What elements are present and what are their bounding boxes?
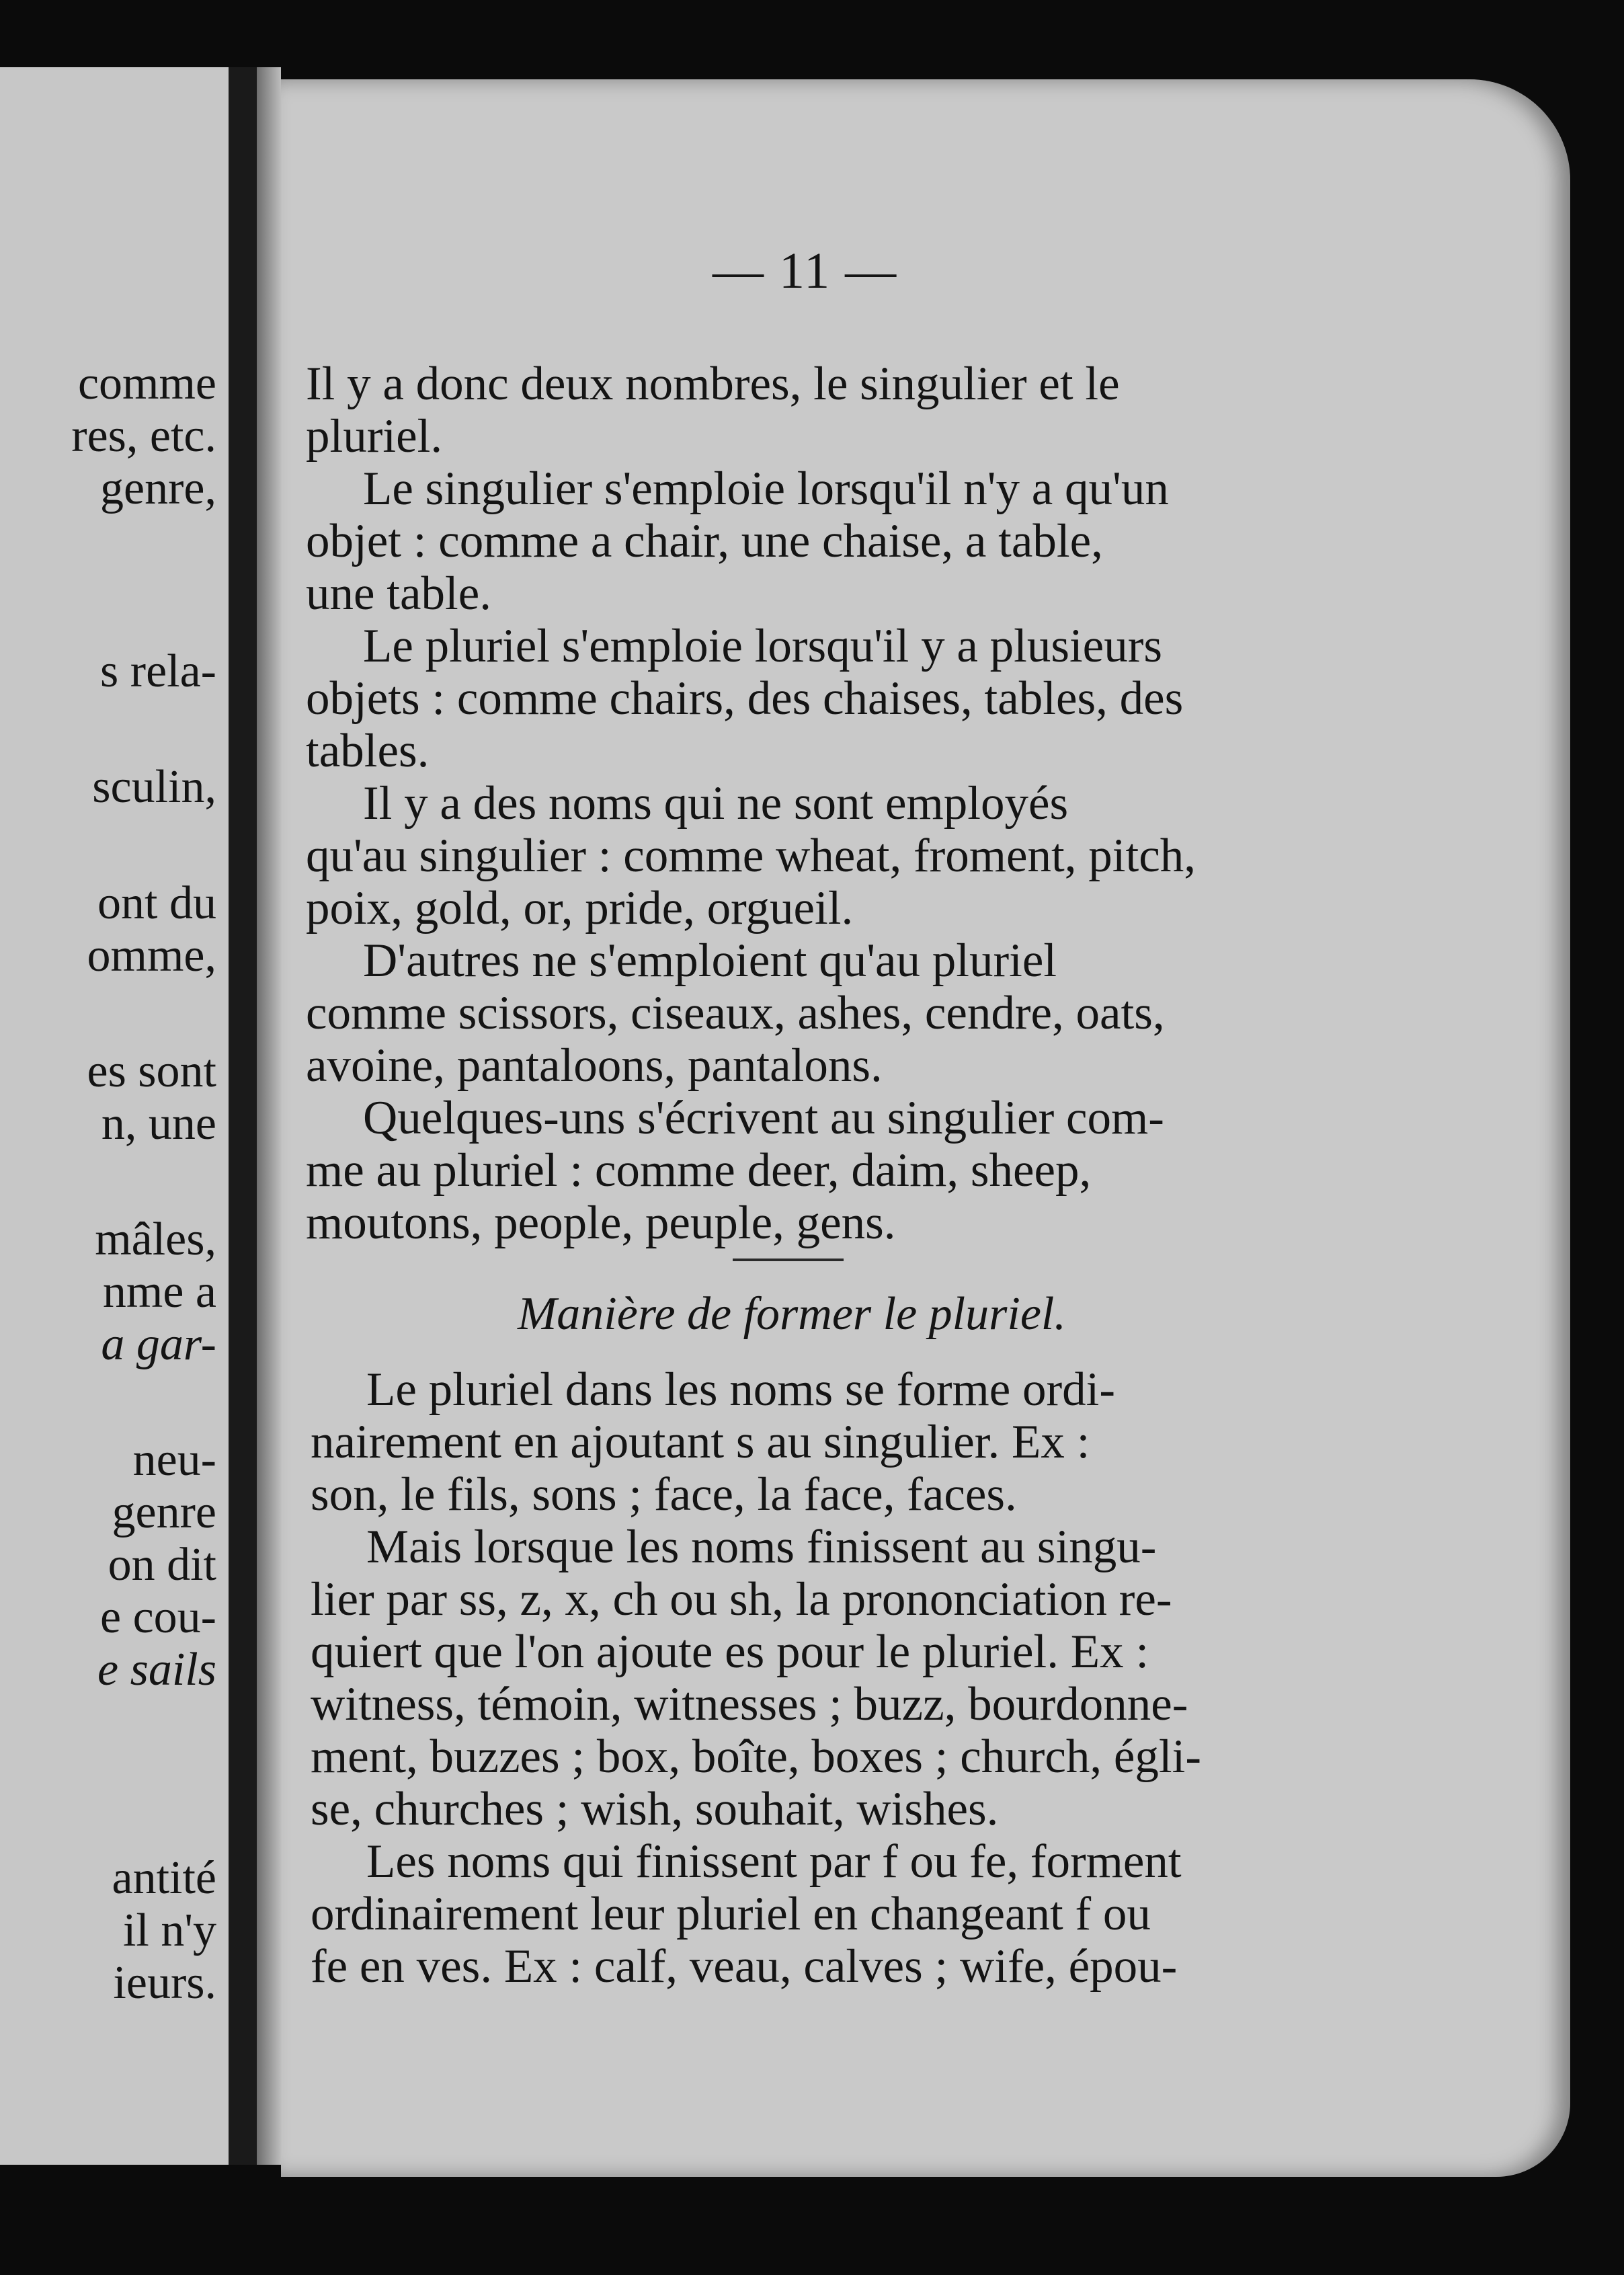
text-line: qu'au singulier : comme wheat, froment, pitch,	[306, 830, 1196, 882]
left-page-line: res, etc.	[71, 410, 216, 462]
text-line: avoine, pantaloons, pantalons.	[306, 1039, 883, 1092]
section-heading: Manière de former le pluriel.	[518, 1288, 1066, 1340]
left-page-line: es sont	[87, 1045, 216, 1097]
text-line: ment, buzzes ; box, boîte, boxes ; church, égli-	[311, 1730, 1201, 1783]
text-line: objet : comme a chair, une chaise, a table,	[306, 515, 1103, 567]
text-line: Le pluriel dans les noms se forme ordi-	[366, 1363, 1116, 1416]
text-line: quiert que l'on ajoute es pour le pluriel. Ex :	[311, 1626, 1149, 1678]
left-page-line: s rela-	[100, 645, 216, 697]
text-line: son, le fils, sons ; face, la face, faces.	[311, 1468, 1017, 1521]
text-line: nairement en ajoutant s au singulier. Ex :	[311, 1416, 1090, 1468]
text-line: objets : comme chairs, des chaises, tables, des	[306, 672, 1184, 725]
left-page-fragment	[0, 67, 229, 2165]
text-line: Mais lorsque les noms finissent au singu-	[366, 1521, 1157, 1573]
left-page-line: il n'y	[122, 1905, 216, 1956]
left-page-line: comme	[77, 358, 216, 409]
text-line: D'autres ne s'emploient qu'au pluriel	[363, 934, 1057, 987]
text-line: poix, gold, or, pride, orgueil.	[306, 882, 854, 934]
page-number: — 11 —	[713, 243, 898, 299]
left-page-line: e sails	[97, 1644, 216, 1695]
text-line: Le singulier s'emploie lorsqu'il n'y a qu'un	[363, 463, 1169, 515]
left-page-line: sculin,	[92, 761, 216, 813]
left-page-line: genre,	[100, 463, 216, 514]
left-page-line: ont du	[97, 877, 216, 929]
left-page-line: e cou-	[100, 1591, 216, 1643]
left-page-line: nme a	[102, 1266, 216, 1318]
text-line: Il y a des noms qui ne sont employés	[363, 777, 1069, 830]
text-line: une table.	[306, 567, 491, 620]
left-page-line: n, une	[101, 1098, 216, 1150]
text-line: comme scissors, ciseaux, ashes, cendre, oats,	[306, 987, 1165, 1039]
text-line: Le pluriel s'emploie lorsqu'il y a plusieurs	[363, 620, 1162, 672]
text-line: tables.	[306, 725, 430, 777]
left-page-line: omme,	[87, 930, 216, 982]
book-binding-gutter	[229, 67, 257, 2165]
left-page-line: genre	[112, 1486, 216, 1538]
left-page-line: on dit	[108, 1539, 216, 1591]
section-rule	[733, 1259, 844, 1261]
left-page-line: mâles,	[95, 1213, 216, 1265]
text-line: pluriel.	[306, 410, 443, 463]
text-line: lier par ss, z, x, ch ou sh, la prononciation re-	[311, 1573, 1172, 1626]
text-line: Il y a donc deux nombres, le singulier et le	[306, 358, 1120, 410]
left-page-line: a gar-	[101, 1318, 216, 1370]
text-line: me au pluriel : comme deer, daim, sheep,	[306, 1144, 1092, 1197]
left-page-line: neu-	[132, 1434, 216, 1486]
left-page-line: antité	[112, 1852, 216, 1904]
text-line: se, churches ; wish, souhait, wishes.	[311, 1783, 999, 1835]
text-line: Les noms qui finissent par f ou fe, forment	[366, 1835, 1182, 1888]
text-line: moutons, people, peuple, gens.	[306, 1197, 896, 1249]
text-line: Quelques-uns s'écrivent au singulier com-	[363, 1092, 1164, 1144]
text-line: fe en ves. Ex : calf, veau, calves ; wife, épou-	[311, 1940, 1178, 1993]
left-page-line: ieurs.	[113, 1957, 216, 2009]
text-line: ordinairement leur pluriel en changeant f ou	[311, 1888, 1151, 1940]
text-line: witness, témoin, witnesses ; buzz, bourdonne-	[311, 1678, 1188, 1730]
gutter-shadow	[257, 67, 281, 2165]
